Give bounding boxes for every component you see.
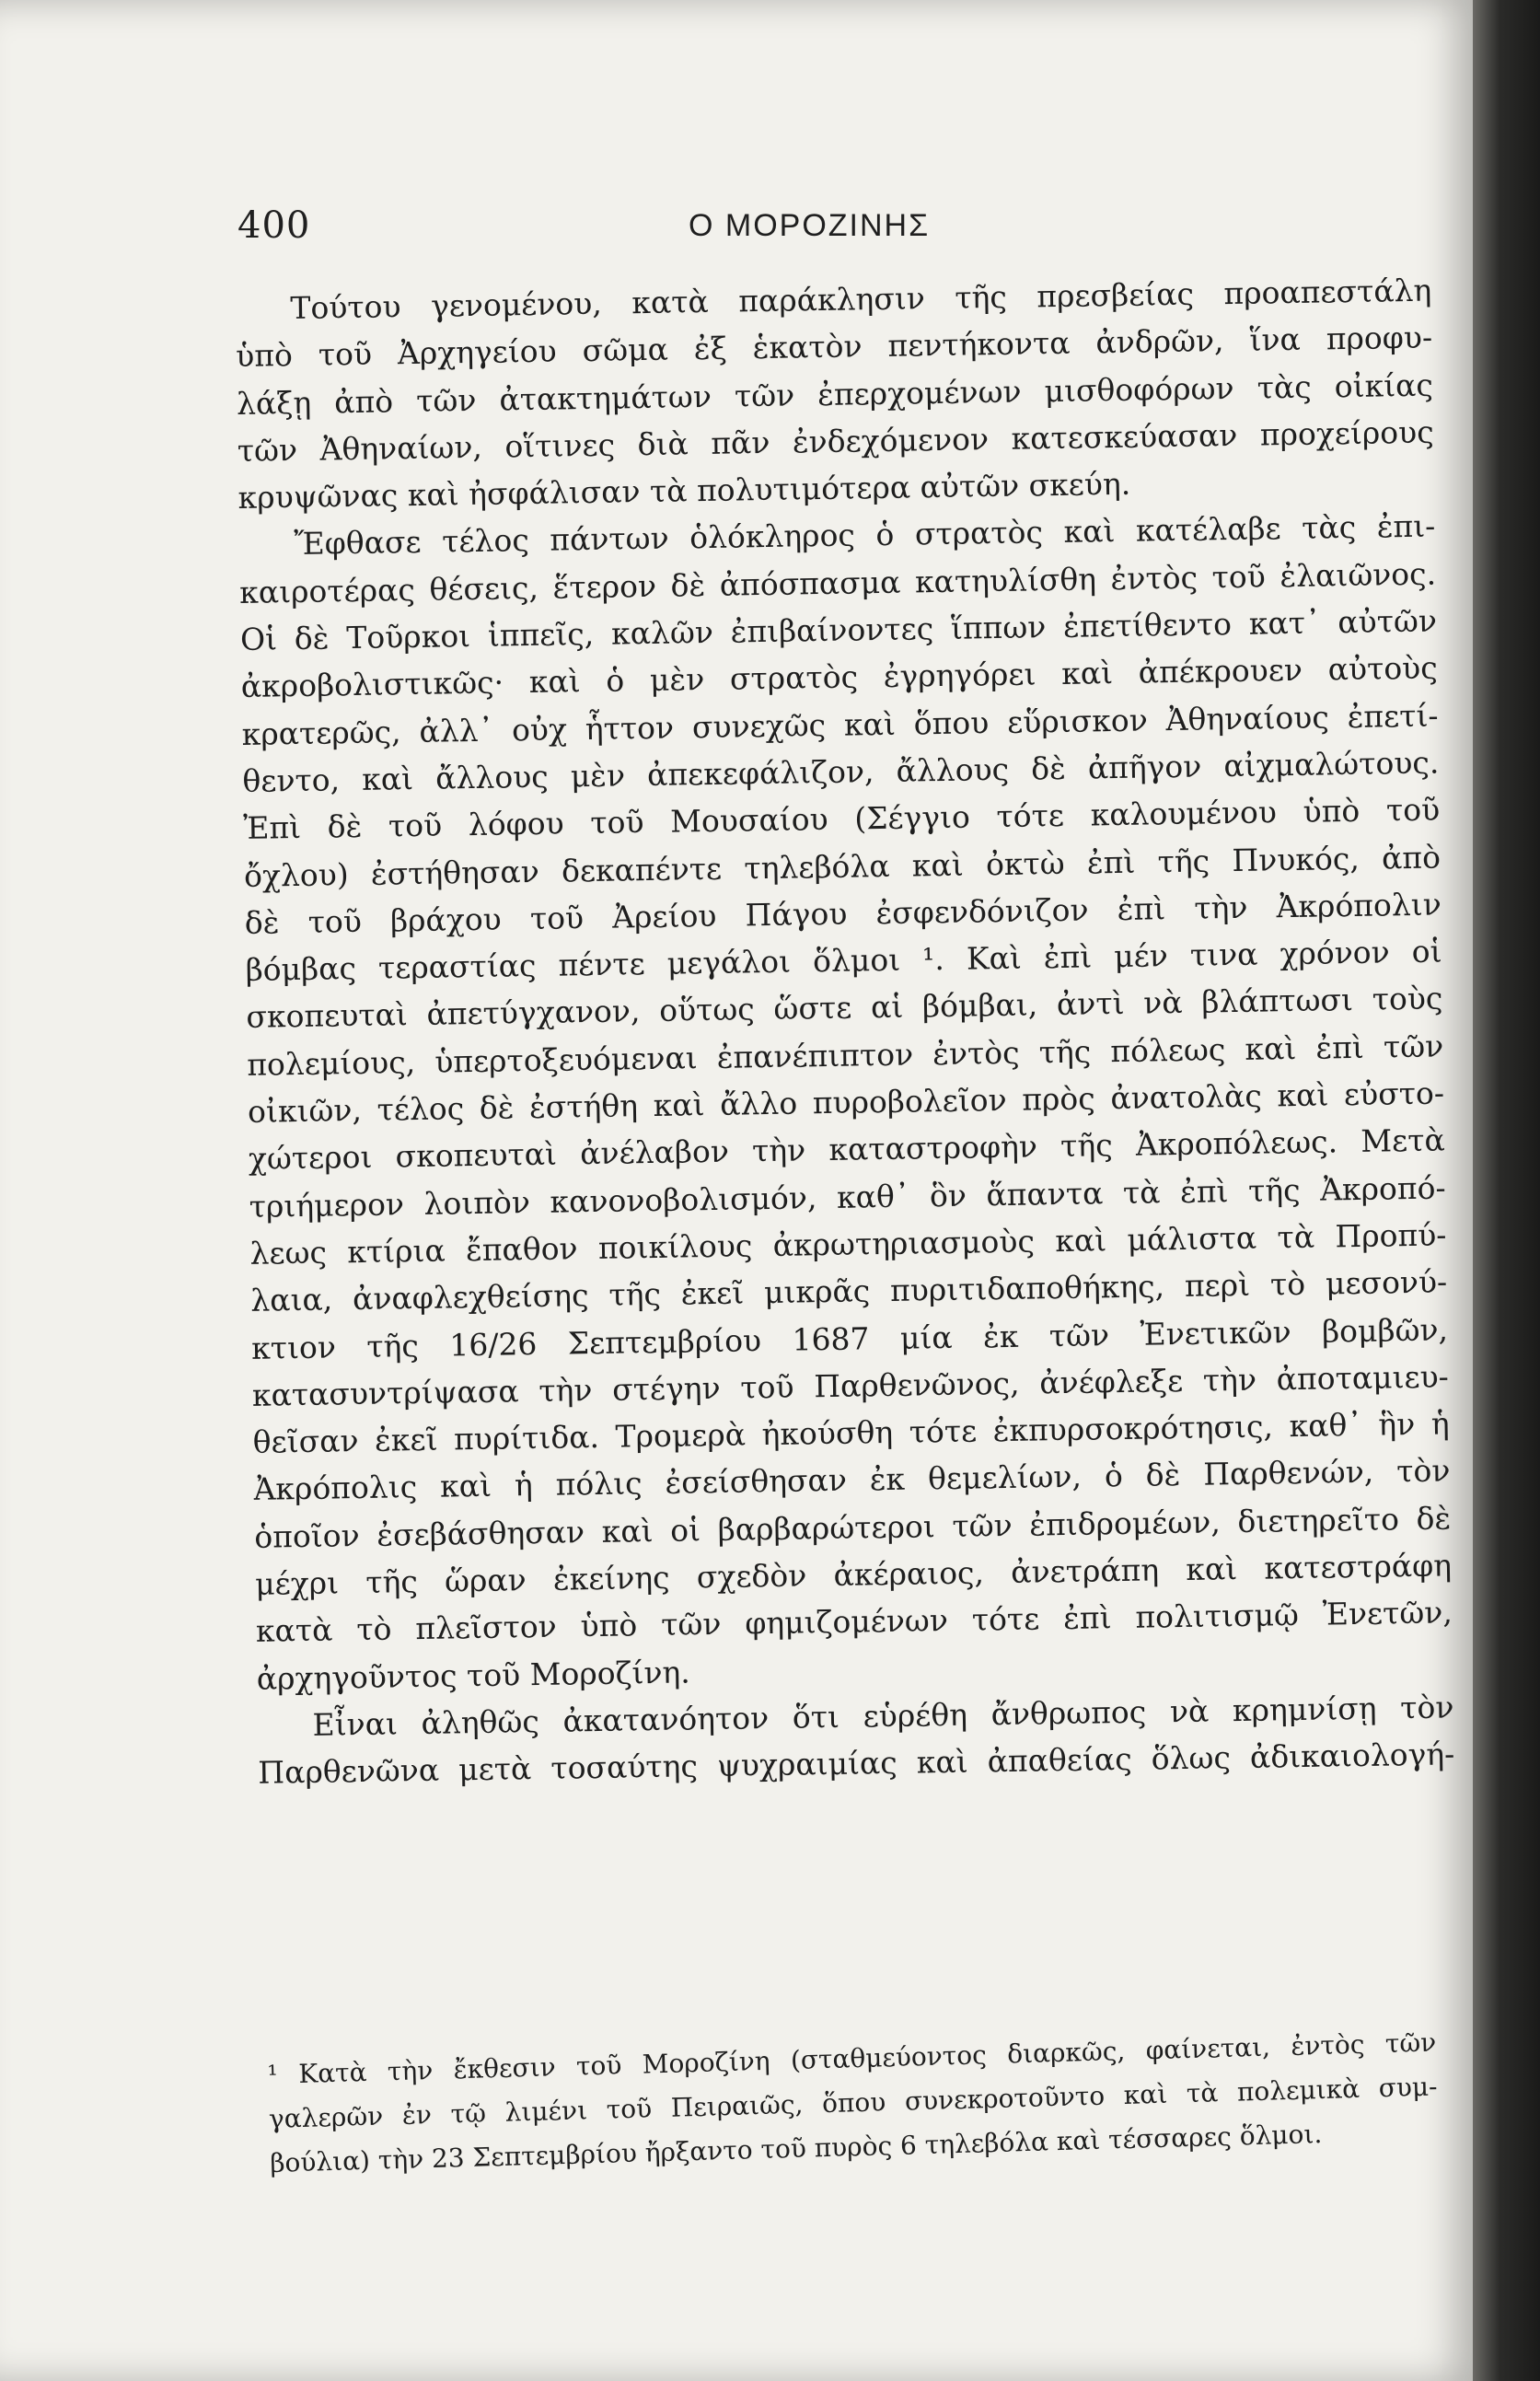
text-line: θεῖσαν ἐκεῖ πυρίτιδα. Τρομερὰ ἠκούσθη τότε ἐκπυρσοκρότησις, καθ᾽ ἣν ἡ xyxy=(252,1405,1450,1460)
body-text xyxy=(235,267,1455,1797)
text-line: πολεμίους, ὑπερτοξευόμεναι ἐπανέπιπτον ἐντὸς τῆς πόλεως καὶ ἐπὶ τῶν xyxy=(246,1028,1444,1083)
text-line: μέχρι τῆς ὥραν ἐκείνης σχεδὸν ἀκέραιος, ἀνετράπη καὶ κατεστράφη xyxy=(254,1547,1453,1602)
text-line: τῶν Ἀθηναίων, οἵτινες διὰ πᾶν ἐνδεχόμενον κατεσκεύασαν προχείρους xyxy=(237,413,1434,469)
text-line: κατὰ τὸ πλεῖστον ὑπὸ τῶν φημιζομένων τότε ἐπὶ πολιτισμῷ Ἐνετῶν, xyxy=(255,1594,1453,1650)
text-line: κρυψῶνας καὶ ἠσφάλισαν τὰ πολυτιμότερα αὐτῶν σκεύη. xyxy=(237,465,1131,517)
text-line: κατασυντρίψασα τὴν στέγην τοῦ Παρθενῶνος, ἀνέφλεξε τὴν ἀποταμιευ- xyxy=(251,1358,1450,1413)
running-title: Ο ΜΟΡΟΖΙΝΗΣ xyxy=(689,208,931,243)
text-line: λεως κτίρια ἔπαθον ποικίλους ἀκρωτηριασμοὺς καὶ μάλιστα τὰ Προπύ- xyxy=(249,1216,1447,1272)
text-line: Εἶναι ἀληθῶς ἀκατανόητον ὅτι εὑρέθη ἄνθρωπος νὰ κρημνίσῃ τὸν xyxy=(312,1689,1454,1743)
page-number: 400 xyxy=(237,204,311,247)
text-line: λάξῃ ἀπὸ τῶν ἀτακτημάτων τῶν ἐπερχομένων μισθοφόρων τὰς οἰκίας xyxy=(236,366,1434,422)
text-line: λαια, ἀναφλεχθείσης τῆς ἐκεῖ μικρᾶς πυριτιδαποθήκης, περὶ τὸ μεσονύ- xyxy=(250,1263,1448,1319)
footnote-line: ¹ Κατὰ τὴν ἔκθεσιν τοῦ Μοροζίνη (σταθμεύοντος διαρκῶς, φαίνεται, ἐντὸς τῶν xyxy=(267,2027,1437,2090)
footnote-line: βούλια) τὴν 23 Σεπτεμβρίου ἤρξαντο τοῦ πυρὸς 6 τηλεβόλα καὶ τέσσαρες ὅλμοι. xyxy=(269,2119,1323,2178)
text-line: ὑπὸ τοῦ Ἀρχηγείου σῶμα ἐξ ἑκατὸν πεντήκοντα ἀνδρῶν, ἵνα προφυ- xyxy=(235,319,1433,375)
text-line: θεντο, καὶ ἄλλους μὲν ἀπεκεφάλιζον, ἄλλους δὲ ἀπῆγον αἰχμαλώτους. xyxy=(242,744,1440,799)
text-line: Οἱ δὲ Τοῦρκοι ἱππεῖς, καλῶν ἐπιβαίνοντες ἵππων ἐπετίθεντο κατ᾽ αὐτῶν xyxy=(239,602,1438,658)
text-line: Ἀκρόπολις καὶ ἡ πόλις ἐσείσθησαν ἐκ θεμελίων, ὁ δὲ Παρθενών, τὸν xyxy=(253,1452,1451,1508)
text-line: κτιον τῆς 16/26 Σεπτεμβρίου 1687 μία ἐκ τῶν Ἐνετικῶν βομβῶν, xyxy=(250,1310,1449,1366)
text-line: Ἐπὶ δὲ τοῦ λόφου τοῦ Μουσαίου (Σέγγιο τότε καλουμένου ὑπὸ τοῦ xyxy=(242,791,1441,847)
text-line: οἰκιῶν, τέλος δὲ ἐστήθη καὶ ἄλλο πυροβολεῖον πρὸς ἀνατολὰς καὶ εὐστο- xyxy=(247,1074,1445,1130)
text-line: δὲ τοῦ βράχου τοῦ Ἀρείου Πάγου ἐσφενδόνιζον ἐπὶ τὴν Ἀκρόπολιν xyxy=(244,886,1442,941)
text-line: Παρθενῶνα μετὰ τοσαύτης ψυχραιμίας καὶ ἀπαθείας ὅλως ἀδικαιολογή- xyxy=(258,1736,1455,1792)
text-line: καιροτέρας θέσεις, ἕτερον δὲ ἀπόσπασμα κατηυλίσθη ἐντὸς τοῦ ἐλαιῶνος. xyxy=(238,555,1437,610)
text-line: βόμβας τεραστίας πέντε μεγάλοι ὅλμοι ¹. Καὶ ἐπὶ μέν τινα χρόνον οἱ xyxy=(245,933,1442,989)
text-line: κρατερῶς, ἀλλ᾽ οὐχ ἧττον συνεχῶς καὶ ὅπου εὕρισκον Ἀθηναίους ἐπετί- xyxy=(241,697,1439,752)
text-line: Ἔφθασε τέλος πάντων ὁλόκληρος ὁ στρατὸς καὶ κατέλαβε τὰς ἐπι- xyxy=(294,508,1436,563)
text-line: Τούτου γενομένου, κατὰ παράκλησιν τῆς πρεσβείας προαπεστάλη xyxy=(290,272,1432,327)
text-line: ἀκροβολιστικῶς· καὶ ὁ μὲν στρατὸς ἐγρηγόρει καὶ ἀπέκρουεν αὐτοὺς xyxy=(240,649,1438,705)
book-spine-shadow xyxy=(1473,0,1540,2381)
footnote-line: γαλερῶν ἐν τῷ λιμένι τοῦ Πειραιῶς, ὅπου συνεκροτοῦντο καὶ τὰ πολεμικὰ συμ- xyxy=(268,2071,1438,2134)
text-line: χώτεροι σκοπευταὶ ἀνέλαβον τὴν καταστροφὴν τῆς Ἀκροπόλεως. Μετὰ xyxy=(248,1121,1446,1178)
text-line: ὄχλου) ἐστήθησαν δεκαπέντε τηλεβόλα καὶ ὀκτὼ ἐπὶ τῆς Πνυκός, ἀπὸ xyxy=(243,839,1442,894)
text-line: σκοπευταὶ ἀπετύγχανον, οὕτως ὥστε αἱ βόμβαι, ἀντὶ νὰ βλάπτωσι τοὺς xyxy=(246,980,1443,1036)
footnotes xyxy=(267,2021,1440,2186)
text-line: ἀρχηγοῦντος τοῦ Μοροζίνη. xyxy=(256,1654,691,1697)
page-header xyxy=(237,204,1425,260)
text-line: ὁποῖον ἐσεβάσθησαν καὶ οἱ βαρβαρώτεροι τῶν ἐπιδρομέων, διετηρεῖτο δὲ xyxy=(254,1500,1452,1555)
text-line: τριήμερον λοιπὸν κανονοβολισμόν, καθ᾽ ὃν ἅπαντα τὰ ἐπὶ τῆς Ἀκροπό- xyxy=(249,1169,1446,1225)
